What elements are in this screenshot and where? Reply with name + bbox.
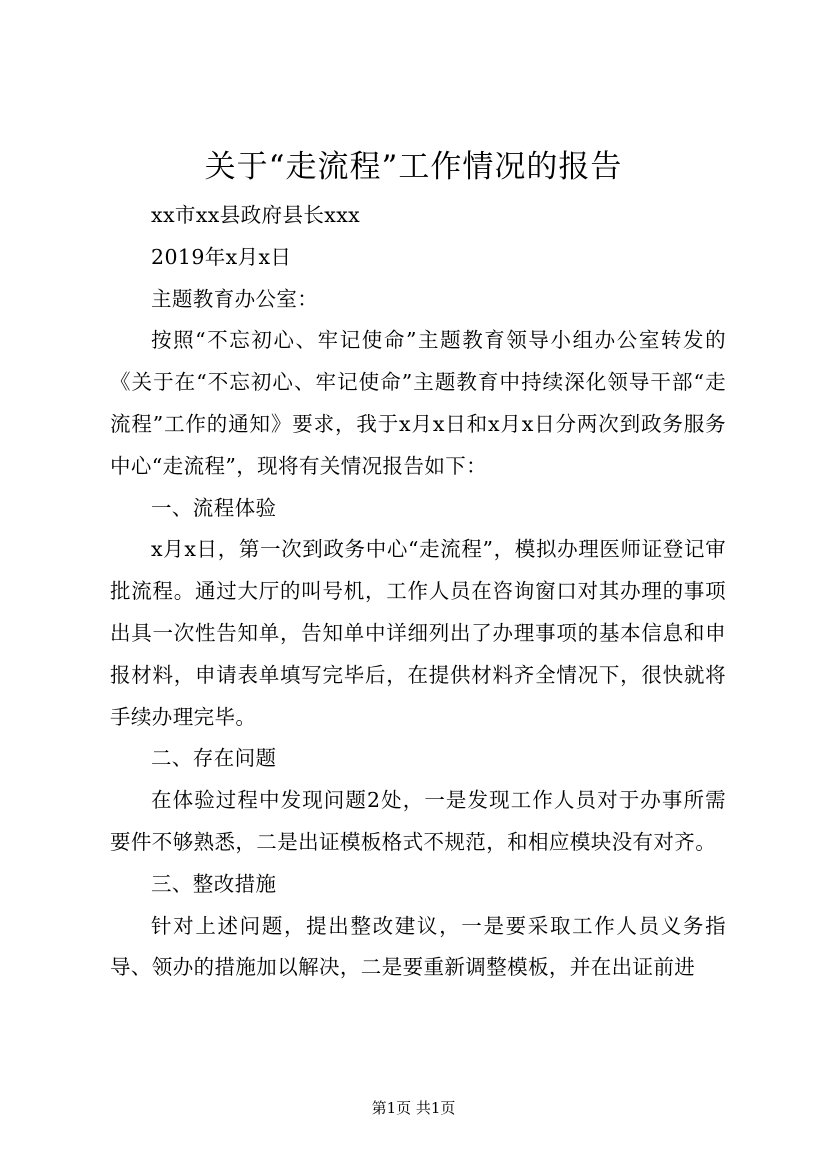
section-heading-process: 一、流程体验 — [151, 495, 277, 520]
measures-paragraph: 针对上述问题，提出整改建议，一是要采取工作人员义务指导、领办的措施加以解决，二是要重新调整模板，并在出证前进 — [110, 913, 726, 980]
document-title: 关于“走流程”工作情况的报告 — [204, 149, 623, 185]
page-footer: 第1页 共1页 — [371, 1099, 456, 1117]
process-paragraph: x月x日，第一次到政务中心“走流程”，模拟办理医师证登记审批流程。通过大厅的叫号机，工作人员在咨询窗口对其办理的事项出具一次性告知单，告知单中详细列出了办理事项的基本信息和申报材料，申请表单填写完毕后，在提供材料齐全情况下，很快就将手续办理完毕。 — [110, 537, 726, 729]
problems-paragraph: 在体验过程中发现问题2处，一是发现工作人员对于办事所需要件不够熟悉，二是出证模板格式不规范，和相应模块没有对齐。 — [110, 788, 726, 854]
recipient-line: 主题教育办公室： — [151, 286, 319, 311]
date-line: 2019年x月x日 — [151, 244, 292, 269]
section-heading-measures: 三、整改措施 — [151, 871, 277, 896]
section-heading-problems: 二、存在问题 — [151, 746, 277, 771]
intro-paragraph: 按照“不忘初心、牢记使命”主题教育领导小组办公室转发的《关于在“不忘初心、牢记使命”主题教育中持续深化领导干部“走流程”工作的通知》要求，我于x月x日和x月x日分两次到政务服务中心“走流程”，现将有关情况报告如下： — [110, 328, 726, 478]
author-line: xx市xx县政府县长xxx — [151, 203, 361, 227]
document-body — [110, 195, 726, 989]
